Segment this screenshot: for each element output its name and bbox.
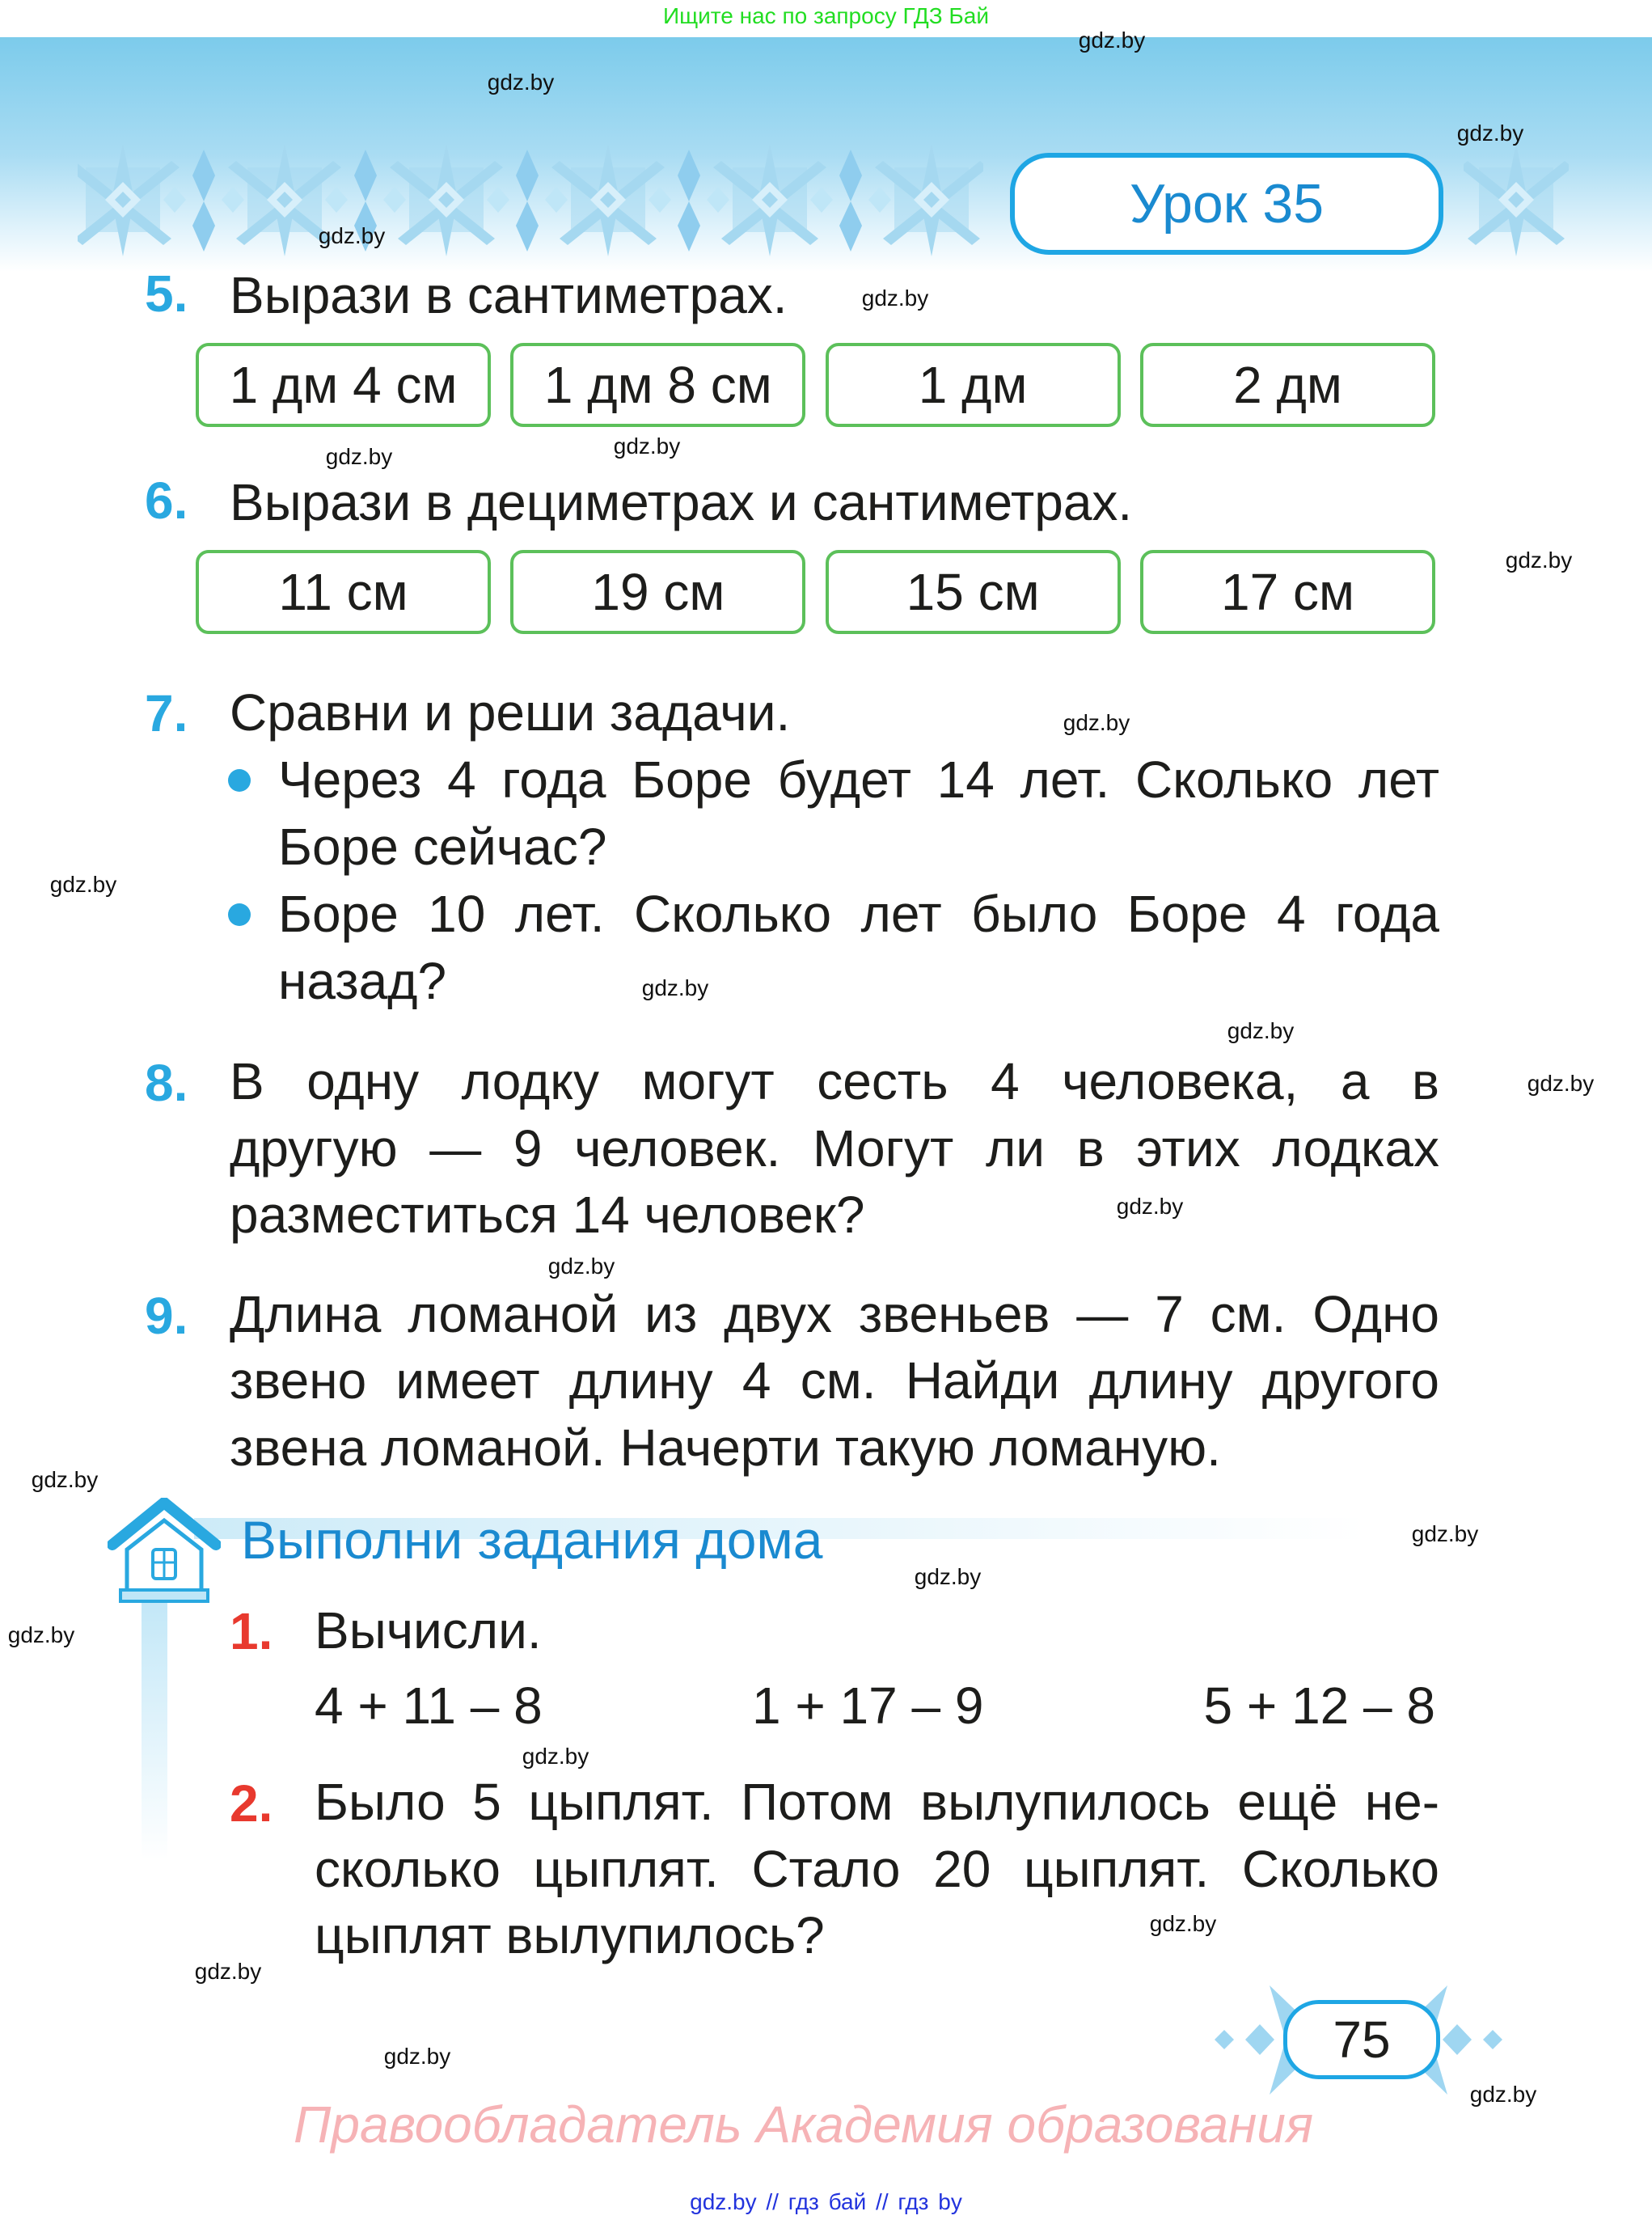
- gdz-watermark: gdz.by: [1527, 1071, 1595, 1096]
- task-line: Через 4 года Боре будет 14 лет. Сколько лет: [278, 750, 1439, 809]
- answer-box: 15 см: [826, 550, 1121, 634]
- answer-boxes-row: [196, 343, 1435, 427]
- gdz-watermark: gdz.by: [1078, 27, 1146, 53]
- gdz-watermark: gdz.by: [1411, 1521, 1479, 1546]
- home-side-bar: [142, 1585, 167, 1860]
- gdz-watermark: gdz.by: [1469, 2082, 1537, 2107]
- home-task-number: 1.: [230, 1602, 273, 1660]
- gdz-watermark: gdz.by: [861, 285, 929, 311]
- task-text: Вырази в дециметрах и сантиметрах.: [230, 473, 1133, 531]
- bullet-icon: [228, 769, 251, 792]
- gdz-watermark: gdz.by: [1063, 710, 1130, 735]
- answer-boxes-row: [196, 550, 1435, 634]
- page-number: 75: [1283, 2000, 1440, 2079]
- task-number: 7.: [145, 684, 188, 742]
- copyright-watermark: Правообладатель Академия образования: [294, 2095, 1314, 2154]
- task-text: Сравни и реши задачи.: [230, 683, 791, 742]
- expression: 5 + 12 – 8: [1203, 1676, 1435, 1735]
- expression: 4 + 11 – 8: [315, 1676, 543, 1735]
- task-line: разместиться 14 человек?: [230, 1186, 865, 1244]
- gdz-watermark: gdz.by: [1149, 1911, 1217, 1936]
- answer-box: 1 дм 4 см: [196, 343, 491, 427]
- task-line: Было 5 цыплят. Потом вылупилось ещё не-: [315, 1773, 1439, 1831]
- gdz-watermark: gdz.by: [1505, 548, 1573, 573]
- task-line: В одну лодку могут сесть 4 человека, а в: [230, 1052, 1439, 1110]
- footer-links[interactable]: gdz.by // гдз бай // гдз by: [690, 2189, 962, 2214]
- answer-box: 11 см: [196, 550, 491, 634]
- house-icon: [108, 1498, 221, 1605]
- task-number: 9.: [145, 1287, 188, 1345]
- answer-box: 2 дм: [1140, 343, 1435, 427]
- gdz-watermark: gdz.by: [487, 70, 555, 95]
- gdz-watermark: gdz.by: [1227, 1018, 1295, 1043]
- expression: 1 + 17 – 9: [752, 1676, 984, 1735]
- gdz-watermark: gdz.by: [1456, 121, 1524, 146]
- gdz-watermark: gdz.by: [325, 444, 393, 469]
- gdz-watermark: gdz.by: [547, 1254, 615, 1279]
- home-task-text: Вычисли.: [315, 1601, 542, 1660]
- search-hint: Ищите нас по запросу ГДЗ Бай: [662, 3, 990, 28]
- task-line: Длина ломаной из двух звеньев — 7 см. Одно: [230, 1285, 1439, 1343]
- task-line: сколько цыплят. Стало 20 цыплят. Сколько: [315, 1840, 1439, 1898]
- gdz-watermark: gdz.by: [7, 1622, 75, 1647]
- task-line: другую — 9 человек. Могут ли в этих лодках: [230, 1119, 1439, 1178]
- answer-box: 17 см: [1140, 550, 1435, 634]
- task-number: 6.: [145, 471, 188, 530]
- ornament-band-icon: [78, 142, 983, 259]
- gdz-watermark: gdz.by: [522, 1744, 589, 1769]
- home-section-title: Выполни задания дома: [241, 1510, 823, 1570]
- gdz-watermark: gdz.by: [31, 1467, 99, 1492]
- task-number: 5.: [145, 264, 188, 323]
- answer-box: 1 дм: [826, 343, 1121, 427]
- task-line: назад?: [278, 952, 447, 1010]
- gdz-watermark: gdz.by: [49, 872, 117, 897]
- task-text: Вырази в сантиметрах.: [230, 266, 788, 324]
- bullet-icon: [228, 903, 251, 926]
- task-number: 8.: [145, 1054, 188, 1112]
- gdz-watermark: gdz.by: [641, 975, 709, 1000]
- lesson-title: Урок 35: [1010, 153, 1443, 255]
- task-line: цыплят вылупилось?: [315, 1906, 825, 1964]
- gdz-watermark: gdz.by: [613, 433, 681, 459]
- gdz-watermark: gdz.by: [1116, 1194, 1184, 1219]
- task-line: звена ломаной. Начерти такую ломаную.: [230, 1419, 1221, 1477]
- gdz-watermark: gdz.by: [194, 1959, 262, 1984]
- answer-box: 1 дм 8 см: [510, 343, 805, 427]
- home-task-number: 2.: [230, 1774, 273, 1833]
- task-line: Боре сейчас?: [278, 818, 607, 876]
- task-line: звено имеет длину 4 см. Найди длину другого: [230, 1351, 1439, 1410]
- task-line: Боре 10 лет. Сколько лет было Боре 4 года: [278, 885, 1439, 943]
- ornament-star-icon: [1464, 142, 1569, 259]
- gdz-watermark: gdz.by: [383, 2044, 451, 2069]
- answer-box: 19 см: [510, 550, 805, 634]
- gdz-watermark: gdz.by: [914, 1564, 982, 1589]
- gdz-watermark: gdz.by: [318, 223, 386, 248]
